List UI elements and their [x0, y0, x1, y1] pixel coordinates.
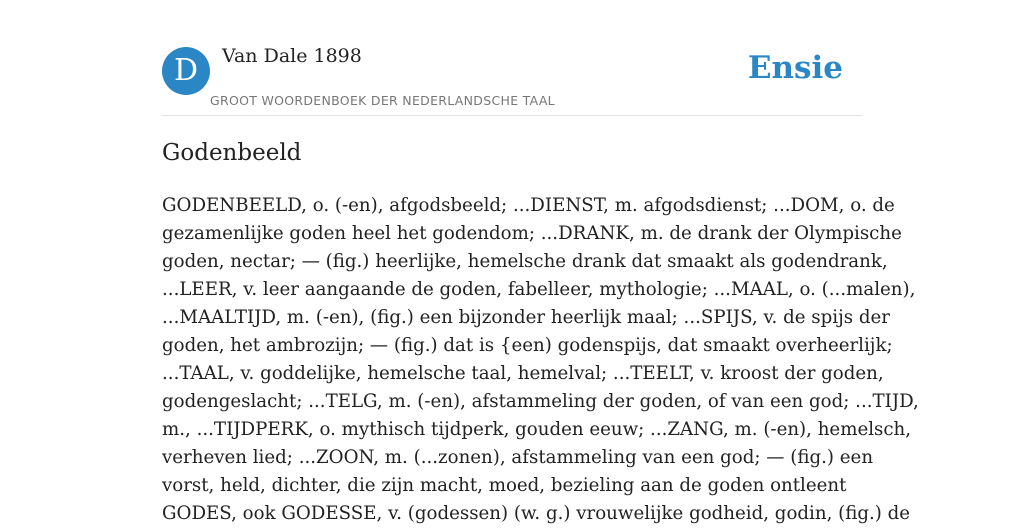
definition-line: verheven lied; ...ZOON, m. (...zonen), afstammeling van een god; — (fig.) een [162, 447, 874, 468]
definition-line: vorst, held, dichter, die zijn macht, moed, bezieling aan de goden ontleent [162, 475, 847, 496]
entry-definition [162, 192, 919, 528]
definition-line: GODES, ook GODESSE, v. (godessen) (w. g.) vrouwelijke godheid, godin, (fig.) de [162, 503, 911, 524]
dictionary-logo-icon[interactable]: D [162, 47, 210, 95]
definition-line: godengeslacht; ...TELG, m. (-en), afstammeling der goden, of van een god; ...TIJD, [162, 391, 919, 412]
definition-line: ...MAALTIJD, m. (-en), (fig.) een bijzonder heerlijk maal; ...SPIJS, v. de spijs der [162, 307, 890, 328]
brand-logo[interactable]: Ensie [747, 50, 843, 86]
definition-line: ...TAAL, v. goddelijke, hemelsche taal, hemelval; ...TEELT, v. kroost der goden, [162, 363, 884, 384]
entry-title: Godenbeeld [162, 140, 302, 166]
dictionary-title[interactable]: Van Dale 1898 [222, 45, 362, 67]
definition-line: m., ...TIJDPERK, o. mythisch tijdperk, gouden eeuw; ...ZANG, m. (-en), hemelsch, [162, 419, 912, 440]
dictionary-subtitle: GROOT WOORDENBOEK DER NEDERLANDSCHE TAAL [210, 93, 555, 108]
definition-line: ...LEER, v. leer aangaande de goden, fabelleer, mythologie; ...MAAL, o. (...malen), [162, 279, 916, 300]
definition-line: goden, het ambrozijn; — (fig.) dat is {een) godenspijs, dat smaakt overheerlijk; [162, 335, 893, 356]
definition-line: goden, nectar; — (fig.) heerlijke, hemelsche drank dat smaakt als godendrank, [162, 251, 888, 272]
definition-line: gezamenlijke goden heel het godendom; ...DRANK, m. de drank der Olympische [162, 223, 902, 244]
dictionary-header [162, 40, 862, 116]
definition-line: GODENBEELD, o. (-en), afgodsbeeld; ...DIENST, m. afgodsdienst; ...DOM, o. de [162, 195, 895, 216]
